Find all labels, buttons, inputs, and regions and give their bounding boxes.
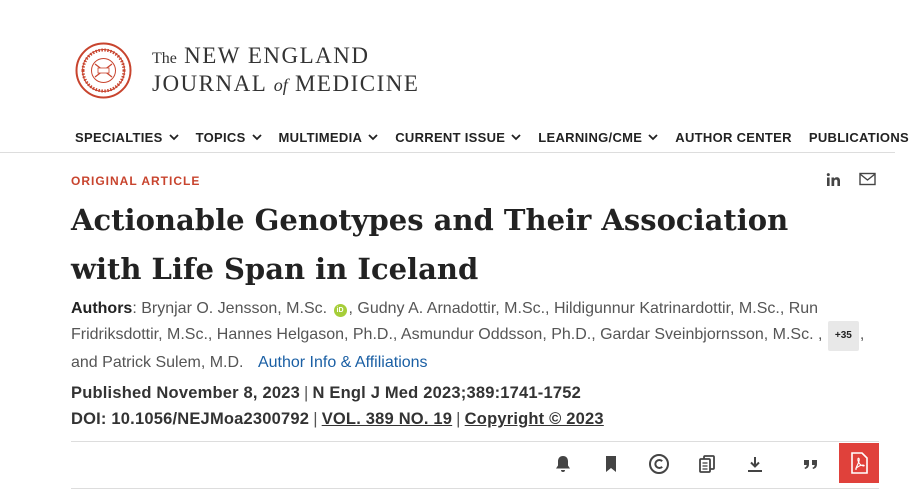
nav-divider <box>0 152 895 153</box>
authors-label: Authors <box>71 300 133 317</box>
nav-topics[interactable] <box>196 130 262 145</box>
pipe-separator: | <box>456 410 461 428</box>
toolbar-bottom-divider <box>71 488 879 489</box>
cite-button[interactable] <box>799 452 823 476</box>
citation: N Engl J Med 2023;389:1741-1752 <box>312 384 581 402</box>
article-title: Actionable Genotypes and Their Association with Life Span in Iceland <box>71 203 789 286</box>
logo-medicine: MEDICINE <box>294 71 420 96</box>
share-email-button[interactable] <box>859 172 876 186</box>
nav-label: SPECIALTIES <box>75 129 163 145</box>
bell-icon <box>553 454 573 474</box>
more-authors-button[interactable]: +35 <box>828 321 859 351</box>
quote-icon <box>801 454 821 474</box>
chevron-down-icon <box>252 132 262 142</box>
article-type-label[interactable]: ORIGINAL ARTICLE <box>71 174 201 188</box>
nav-specialties[interactable] <box>75 130 179 145</box>
author-info-link[interactable]: Author Info & Affiliations <box>257 354 428 371</box>
chevron-down-icon <box>648 132 658 142</box>
copy-button[interactable] <box>695 452 719 476</box>
alert-button[interactable] <box>551 452 575 476</box>
pdf-icon <box>849 452 869 474</box>
nav-learning-cme[interactable] <box>538 130 658 145</box>
nav-multimedia[interactable] <box>279 130 379 145</box>
download-button[interactable] <box>743 452 767 476</box>
permissions-button[interactable] <box>647 452 671 476</box>
pipe-separator: | <box>303 384 309 402</box>
nav-publications[interactable] <box>809 130 909 145</box>
authors-list: , Gudny A. Arnadottir, M.Sc., Hildigunnur Katrinardottir, M.Sc., Run Fridriksdottir, M.Sc., Hannes Helgason, Ph.D., Asmundur Oddsson, Ph.D., Gardar Sveinbjornsson, M.Sc. , <box>71 300 823 343</box>
pdf-button[interactable] <box>839 443 879 483</box>
download-icon <box>745 454 765 474</box>
nav-current-issue[interactable] <box>395 130 521 145</box>
main-nav <box>75 127 909 147</box>
doi-line <box>71 406 604 432</box>
nav-label: TOPICS <box>195 129 246 145</box>
published-date: Published November 8, 2023 <box>71 384 300 402</box>
nejm-seal-logo[interactable] <box>75 42 132 99</box>
publication-info <box>71 380 604 432</box>
orcid-icon[interactable]: iD <box>334 304 347 317</box>
copy-icon <box>697 454 717 474</box>
doi: DOI: 10.1056/NEJMoa2300792 <box>71 410 310 428</box>
nav-label: AUTHOR CENTER <box>675 129 792 145</box>
nav-label: MULTIMEDIA <box>278 129 363 145</box>
authors-colon: : <box>132 300 142 317</box>
publication-line <box>71 380 604 406</box>
email-icon <box>859 172 876 186</box>
author-first[interactable]: Brynjar O. Jensson, M.Sc. <box>141 300 328 317</box>
authors-block <box>71 297 871 375</box>
nav-label: CURRENT ISSUE <box>395 129 506 145</box>
logo-of: of <box>273 75 288 95</box>
nav-label: LEARNING/CME <box>538 129 643 145</box>
nav-label: PUBLICATIONS <box>808 129 909 145</box>
logo-journal: JOURNAL <box>152 71 267 96</box>
volume-link[interactable]: VOL. 389 NO. 19 <box>321 410 453 428</box>
bookmark-icon <box>601 454 621 474</box>
chevron-down-icon <box>511 132 521 142</box>
linkedin-icon <box>826 172 842 188</box>
logo-the: The <box>152 50 177 67</box>
logo-new-england: NEW ENGLAND <box>184 43 370 68</box>
nav-author-center[interactable] <box>675 130 792 145</box>
share-linkedin-button[interactable] <box>826 172 842 188</box>
toolbar-top-divider <box>71 441 879 442</box>
chevron-down-icon <box>169 132 179 142</box>
pipe-separator: | <box>313 410 318 428</box>
chevron-down-icon <box>368 132 378 142</box>
copyright-icon <box>648 453 670 475</box>
journal-wordmark[interactable] <box>152 44 419 98</box>
authors-last: , and Patrick Sulem, M.D. <box>71 326 865 371</box>
copyright-link[interactable]: Copyright © 2023 <box>464 410 604 428</box>
bookmark-button[interactable] <box>599 452 623 476</box>
